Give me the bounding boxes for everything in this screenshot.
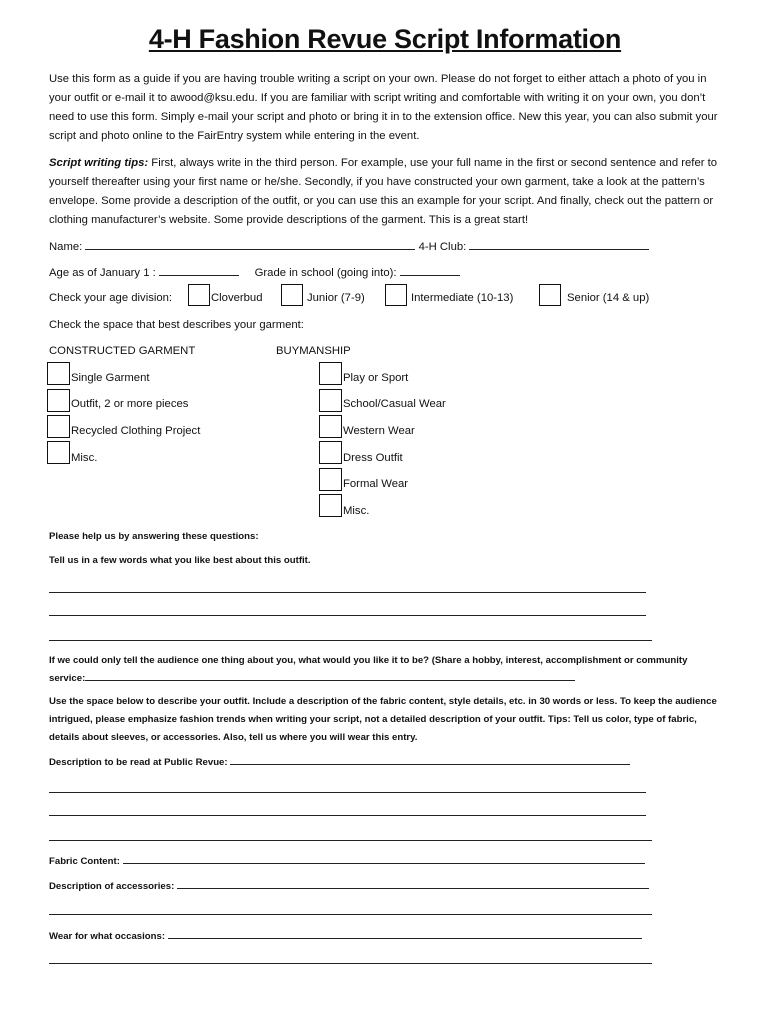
junior-label: Junior (7-9) [307,292,365,304]
grade-field[interactable] [400,265,460,276]
constructed-misc-checkbox[interactable] [47,441,70,464]
single-garment-label: Single Garment [71,372,150,384]
answer-line-3[interactable] [49,640,652,641]
school-casual-checkbox[interactable] [319,389,342,412]
recycled-label: Recycled Clothing Project [71,425,201,437]
accessories-line-2[interactable] [49,914,652,915]
question-best-about-outfit: Tell us in a few words what you like best about this outfit. [49,555,311,566]
fabric-row [49,853,645,867]
age-field[interactable] [159,265,239,276]
question-one-thing [49,652,719,688]
tips-text: First, always write in the third person. For example, use your full name in the first or second sentence and refer to yourself thereafter using your first name or he/she. Secondly, if you have constructed your own garment, take a look at the pattern’s envelope. Some provide a description of the outfit, or you can use this an example for your script. And finally, check out the pattern or clothing manufacturer’s website. Some provide descriptions of the garment. This is a great start! [49,157,718,226]
buymanship-misc-checkbox[interactable] [319,494,342,517]
intermediate-checkbox[interactable] [385,284,407,306]
answer-line-1[interactable] [49,592,646,593]
description-field[interactable] [230,754,630,765]
cloverbud-label: Cloverbud [211,292,263,304]
description-label: Description to be read at Public Revue: [49,757,228,768]
page-title: 4-H Fashion Revue Script Information [148,24,622,54]
accessories-field[interactable] [177,878,649,889]
age-label: Age as of January 1 : [49,267,156,279]
junior-checkbox[interactable] [281,284,303,306]
senior-label: Senior (14 & up) [567,292,650,304]
school-casual-label: School/Casual Wear [343,398,446,410]
description-row [49,754,630,768]
name-field[interactable] [85,239,415,250]
senior-checkbox[interactable] [539,284,561,306]
name-row [49,239,649,253]
cloverbud-checkbox[interactable] [188,284,210,306]
buymanship-misc-label: Misc. [343,505,370,517]
question-describe-outfit: Use the space below to describe your outfit. Include a description of the fabric content, style details, etc. in 30 words or less. To keep the audience intrigued, please emphasize fashion trends when writing your script, not a detailed description of your outfit. Tips: Tell us color, type of fabric, details about sleeves, or accessories. Also, tell us where you will wear this entry. [49,696,717,743]
wear-label: Wear for what occasions: [49,931,166,942]
fabric-label: Fabric Content: [49,856,120,867]
outfit-pieces-checkbox[interactable] [47,389,70,412]
dress-outfit-checkbox[interactable] [319,441,342,464]
garment-prompt: Check the space that best describes your garment: [49,319,304,331]
intermediate-label: Intermediate (10-13) [411,292,514,304]
service-field[interactable] [85,670,575,681]
play-sport-label: Play or Sport [343,372,409,384]
description-line-1[interactable] [49,792,646,793]
western-checkbox[interactable] [319,415,342,438]
age-division-label: Check your age division: [49,292,173,304]
recycled-checkbox[interactable] [47,415,70,438]
description-line-3[interactable] [49,840,652,841]
tips-paragraph [49,154,729,230]
wear-row [49,928,642,942]
name-label: Name: [49,241,83,253]
wear-field[interactable] [168,928,642,939]
answer-line-2[interactable] [49,615,646,616]
wear-line-2[interactable] [49,963,652,964]
club-field[interactable] [469,239,649,250]
fabric-field[interactable] [123,853,645,864]
accessories-row [49,878,649,892]
formal-wear-checkbox[interactable] [319,468,342,491]
single-garment-checkbox[interactable] [47,362,70,385]
outfit-pieces-label: Outfit, 2 or more pieces [71,398,189,410]
play-sport-checkbox[interactable] [319,362,342,385]
tips-label: Script writing tips: [49,157,149,169]
club-label: 4-H Club: [418,241,467,253]
buymanship-heading: BUYMANSHIP [276,345,351,357]
age-row [49,265,460,279]
constructed-heading: CONSTRUCTED GARMENT [49,345,196,357]
description-line-2[interactable] [49,815,646,816]
formal-wear-label: Formal Wear [343,478,409,490]
questions-intro: Please help us by answering these questions: [49,531,259,542]
dress-outfit-label: Dress Outfit [343,452,403,464]
accessories-label: Description of accessories: [49,881,175,892]
question-one-thing-text: If we could only tell the audience one thing about you, what would you like it to be? (Share a hobby, interest, accomplishment or community service: [49,655,688,684]
grade-label: Grade in school (going into): [254,267,397,279]
intro-paragraph: Use this form as a guide if you are having trouble writing a script on your own. Please do not forget to either attach a photo of you in your outfit or e-mail it to awood@ksu.edu. If you are familiar with script writing and comfortable with writing it on your own, you don’t need to use this form. Simply e-mail your script and photo or bring it in to the extension office. New this year, you can also submit your script and photo online to the FairEntry system while entering in the event. [49,73,718,142]
constructed-misc-label: Misc. [71,452,98,464]
western-label: Western Wear [343,425,415,437]
